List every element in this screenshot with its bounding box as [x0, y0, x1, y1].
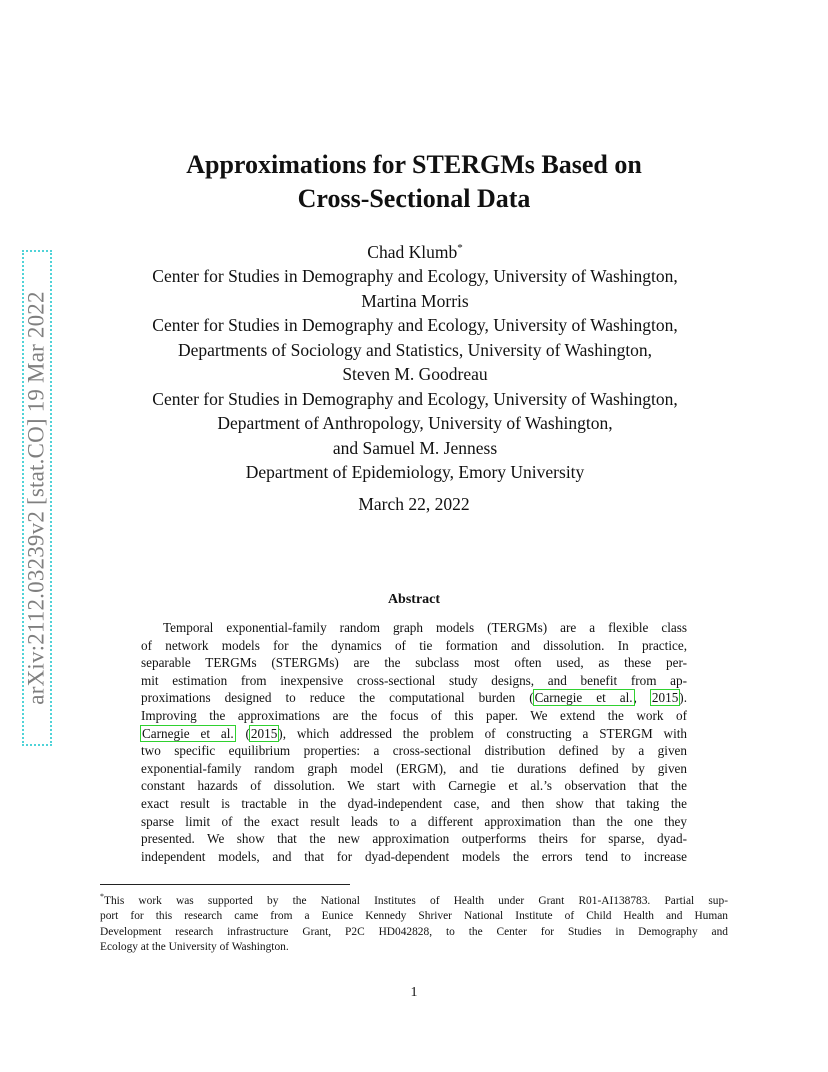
footnote-line	[100, 889, 728, 909]
abstract-line	[141, 725, 687, 743]
abstract-line: sparse limit of the exact result leads to a different approximation than the one they	[141, 813, 687, 829]
citation-year-link[interactable]: 2015	[250, 725, 278, 741]
author-block	[90, 236, 740, 485]
affiliation: Center for Studies in Demography and Ecology, University of Washington,	[152, 266, 678, 287]
footnote-mark[interactable]: *	[457, 242, 463, 254]
abstract-text: (	[234, 725, 250, 741]
footnote-line: port for this research came from a Eunice Kennedy Shriver National Institute of Child Health and Human	[100, 910, 728, 923]
arxiv-stamp-text: arXiv:2112.03239v2 [stat.CO] 19 Mar 2022	[24, 291, 49, 705]
paper-date: March 22, 2022	[358, 494, 470, 514]
footnote-text: This work was supported by the National Institutes of Health under Grant R01-AI138783. Partial sup-	[104, 894, 728, 907]
abstract-line: mit estimation from inexpensive cross-sectional study designs, and benefit from ap-	[141, 672, 687, 688]
footnote-line: Development research infrastructure Grant, P2C HD042828, to the Center for Studies in Demography and	[100, 925, 728, 938]
abstract-text: ).	[679, 690, 687, 706]
abstract-line: of network models for the dynamics of tie formation and dissolution. In practice,	[141, 637, 687, 653]
page-number: 1	[410, 985, 418, 1000]
title-line: Approximations for STERGMs Based on	[186, 150, 642, 179]
author-chad-klumb	[90, 236, 740, 264]
author-name: Steven M. Goodreau	[342, 364, 488, 385]
footnote-line: Ecology at the University of Washington.	[100, 941, 289, 954]
footnote-rule	[100, 884, 350, 885]
affiliation: Department of Epidemiology, Emory University	[245, 462, 585, 483]
citation-year-link[interactable]: 2015	[651, 690, 679, 706]
abstract-line	[141, 689, 687, 707]
abstract-line: Improving the approximations are the focus of this paper. We extend the work of	[141, 707, 687, 723]
abstract-line: constant hazards of dissolution. We start with Carnegie et al.’s observation that the	[141, 778, 687, 794]
abstract-text: ,	[633, 690, 651, 706]
abstract-text: ), which addressed the problem of constructing a STERGM with	[278, 725, 687, 741]
title-line: Cross-Sectional Data	[297, 184, 531, 213]
citation-link[interactable]: Carnegie et al.	[534, 690, 633, 706]
citation-link[interactable]: Carnegie et al.	[142, 725, 234, 741]
author-name: and Samuel M. Jenness	[332, 437, 498, 458]
affiliation: Department of Anthropology, University of Washington,	[217, 413, 613, 434]
abstract-body	[141, 619, 687, 865]
abstract-line: two specific equilibrium properties: a cross-sectional distribution defined by a given	[141, 743, 687, 759]
author-name: Chad Klumb	[367, 241, 458, 262]
abstract-text: proximations designed to reduce the computational burden (	[141, 690, 534, 706]
author-name: Martina Morris	[361, 290, 469, 311]
abstract-heading: Abstract	[387, 592, 441, 607]
abstract-line: presented. We show that the new approximation outperforms theirs for sparse, dyad-	[141, 831, 687, 847]
footnote-mark: *	[100, 892, 104, 901]
abstract-line: exponential-family random graph model (ERGM), and tie durations defined by given	[141, 760, 687, 776]
abstract-line: independent models, and that for dyad-dependent models the errors tend to increase	[141, 848, 687, 864]
abstract-line: exact result is tractable in the dyad-independent case, and then show that taking the	[141, 795, 687, 811]
abstract-line: Temporal exponential-family random graph models (TERGMs) are a flexible class	[163, 620, 687, 635]
affiliation: Departments of Sociology and Statistics, University of Washington,	[177, 339, 653, 360]
abstract-line: separable TERGMs (STERGMs) are the subclass most often used, as these per-	[141, 655, 687, 671]
footnote	[100, 889, 728, 956]
arxiv-stamp	[22, 250, 52, 746]
affiliation: Center for Studies in Demography and Ecology, University of Washington,	[152, 315, 678, 336]
affiliation: Center for Studies in Demography and Ecology, University of Washington,	[152, 388, 678, 409]
paper-title	[100, 148, 728, 216]
